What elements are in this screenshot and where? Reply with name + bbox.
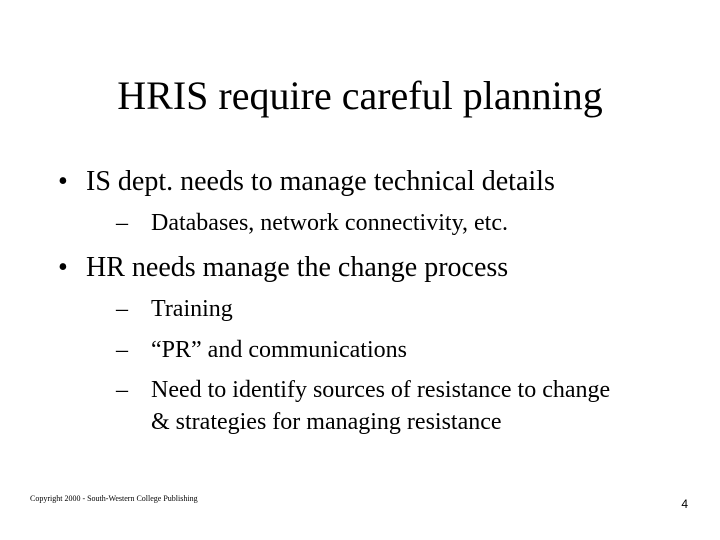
sub-bullet-text: Need to identify sources of resistance to change bbox=[151, 377, 611, 403]
bullet-text: IS dept. needs to manage technical details bbox=[86, 166, 555, 197]
sub-bullet-item bbox=[116, 334, 407, 366]
bullet-item bbox=[58, 165, 555, 199]
dash-icon: – bbox=[116, 210, 128, 236]
dash-icon: – bbox=[116, 337, 128, 363]
sub-bullet-item bbox=[116, 207, 508, 239]
bullet-text: HR needs manage the change process bbox=[86, 252, 509, 283]
bullet-item bbox=[58, 251, 508, 285]
sub-bullet-item bbox=[116, 293, 233, 325]
sub-bullet-text: Databases, network connectivity, etc. bbox=[151, 210, 508, 236]
sub-bullet-text: Training bbox=[151, 296, 233, 322]
slide-title: HRIS require careful planning bbox=[117, 73, 603, 118]
page-number: 4 bbox=[681, 497, 688, 511]
copyright-notice: Copyright 2000 - South-Western College Publishing bbox=[30, 494, 198, 503]
sub-bullet-item bbox=[116, 374, 610, 406]
dash-icon: – bbox=[116, 377, 128, 403]
dash-icon: – bbox=[116, 296, 128, 322]
bullet-icon: • bbox=[58, 252, 68, 283]
sub-bullet-text: “PR” and communications bbox=[151, 337, 407, 363]
bullet-icon: • bbox=[58, 166, 68, 197]
sub-bullet-continuation: & strategies for managing resistance bbox=[151, 409, 502, 435]
